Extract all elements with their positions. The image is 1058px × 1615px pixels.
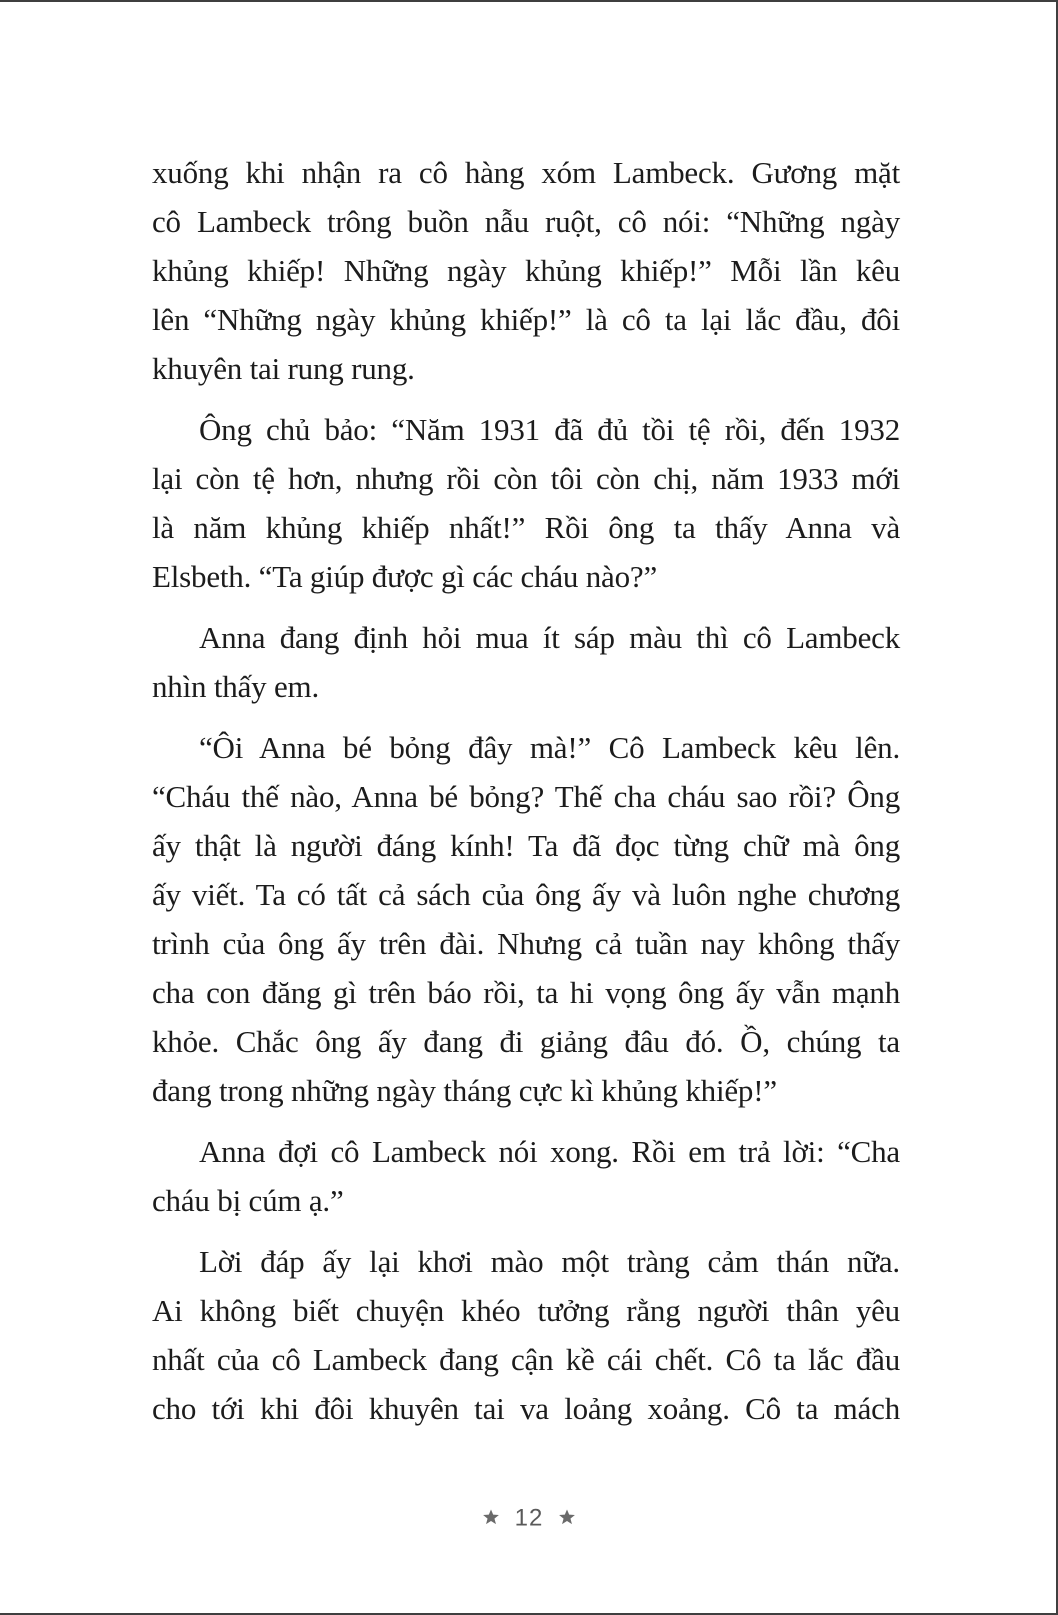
text-line: ấy viết. Ta có tất cả sách của ông ấy và luôn nghe chương — [152, 877, 900, 912]
text-line: đang trong những ngày tháng cực kì khủng khiếp!” — [152, 1073, 777, 1108]
page-number: 12 — [514, 1504, 544, 1532]
text-line: Lời đáp ấy lại khơi mào một tràng cảm thán nữa. — [199, 1244, 900, 1279]
text-line: Ai không biết chuyện khéo tưởng rằng người thân yêu — [152, 1293, 900, 1328]
page-footer — [0, 1504, 1058, 1533]
star-icon — [482, 1508, 500, 1526]
text-line: là năm khủng khiếp nhất!” Rồi ông ta thấy Anna và — [152, 510, 900, 545]
text-line: “Cháu thế nào, Anna bé bỏng? Thế cha cháu sao rồi? Ông — [152, 779, 900, 814]
text-line: ấy thật là người đáng kính! Ta đã đọc từng chữ mà ông — [152, 828, 900, 863]
text-line: khuyên tai rung rung. — [152, 351, 415, 386]
paragraph — [152, 148, 900, 393]
text-line: xuống khi nhận ra cô hàng xóm Lambeck. Gương mặt — [152, 155, 900, 190]
star-icon — [558, 1508, 576, 1526]
paragraph — [152, 613, 900, 711]
text-line: Elsbeth. “Ta giúp được gì các cháu nào?” — [152, 559, 658, 594]
text-line: “Ôi Anna bé bỏng đây mà!” Cô Lambeck kêu lên. — [199, 730, 900, 765]
paragraph — [152, 723, 900, 1115]
text-line: Anna đang định hỏi mua ít sáp màu thì cô Lambeck — [199, 620, 900, 655]
text-line: nhìn thấy em. — [152, 669, 320, 704]
text-line: Anna đợi cô Lambeck nói xong. Rồi em trả lời: “Cha — [199, 1134, 900, 1169]
text-line: khỏe. Chắc ông ấy đang đi giảng đâu đó. Ồ, chúng ta — [152, 1024, 900, 1059]
text-line: trình của ông ấy trên đài. Nhưng cả tuần nay không thấy — [152, 926, 900, 961]
text-line: khủng khiếp! Những ngày khủng khiếp!” Mỗi lần kêu — [152, 253, 900, 288]
paragraph — [152, 1127, 900, 1225]
paragraph — [152, 405, 900, 601]
text-line: nhất của cô Lambeck đang cận kề cái chết. Cô ta lắc đầu — [152, 1342, 900, 1377]
text-line: cô Lambeck trông buồn nẫu ruột, cô nói: “Những ngày — [152, 204, 900, 239]
text-line: cháu bị cúm ạ.” — [152, 1183, 344, 1218]
text-line: lên “Những ngày khủng khiếp!” là cô ta lại lắc đầu, đôi — [152, 302, 900, 337]
text-line: Ông chủ bảo: “Năm 1931 đã đủ tồi tệ rồi, đến 1932 — [199, 412, 900, 447]
text-line: lại còn tệ hơn, nhưng rồi còn tôi còn chị, năm 1933 mới — [152, 461, 900, 496]
text-line: cha con đăng gì trên báo rồi, ta hi vọng ông ấy vẫn mạnh — [152, 975, 900, 1010]
body-text — [152, 148, 900, 1445]
paragraph — [152, 1237, 900, 1433]
text-line: cho tới khi đôi khuyên tai va loảng xoảng. Cô ta mách — [152, 1391, 900, 1426]
